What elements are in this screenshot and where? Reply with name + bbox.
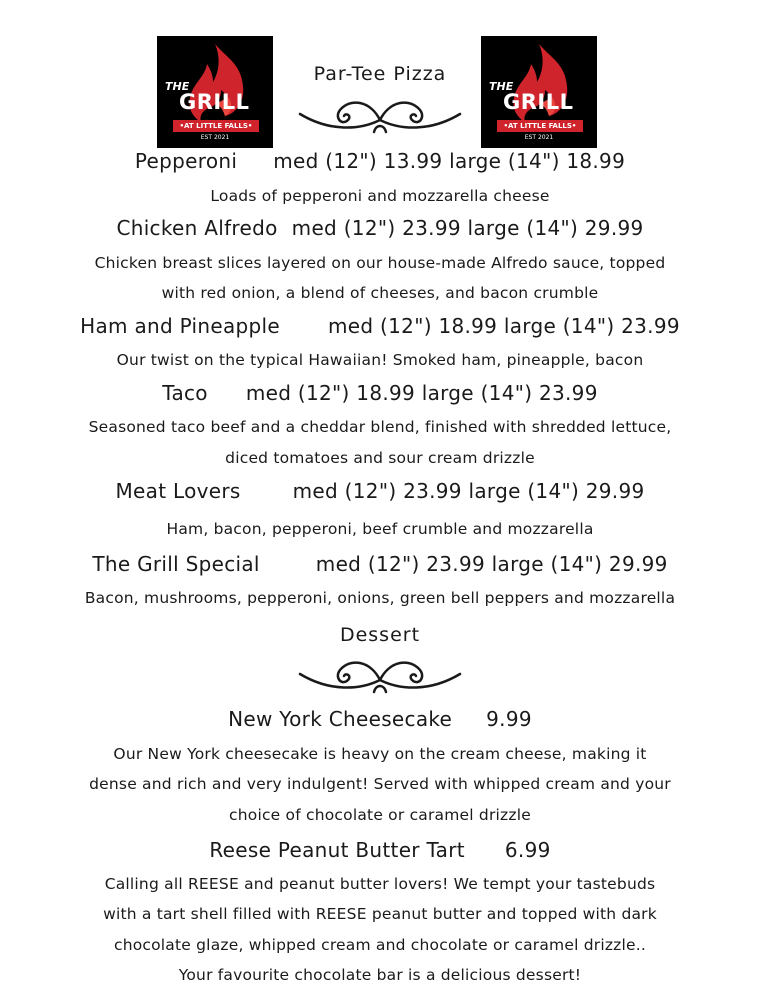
logo-grill: GRILL xyxy=(179,90,250,114)
logo-ribbon: •AT LITTLE FALLS• xyxy=(497,120,583,132)
item-description: Loads of pepperoni and mozzarella cheese xyxy=(210,187,550,205)
logo-the: THE xyxy=(165,80,190,93)
menu-item-ham-and-pineapple xyxy=(0,314,760,338)
dessert-section-title: Dessert xyxy=(339,624,421,646)
logo-est: EST 2021 xyxy=(524,134,554,141)
flourish-divider-icon xyxy=(290,650,470,696)
item-description: Our twist on the typical Hawaiian! Smoked ham, pineapple, bacon xyxy=(116,351,644,369)
menu-item-taco xyxy=(0,381,760,405)
item-description: Chicken breast slices layered on our house-made Alfredo sauce, topped xyxy=(94,254,666,272)
item-description: diced tomatoes and sour cream drizzle xyxy=(225,449,535,467)
item-description: Calling all REESE and peanut butter lovers! We tempt your tastebuds xyxy=(104,875,656,893)
menu-item-meat-lovers xyxy=(0,479,760,503)
item-name: The Grill Special xyxy=(92,552,260,576)
logo-ribbon: •AT LITTLE FALLS• xyxy=(173,120,259,132)
item-description: with red onion, a blend of cheeses, and bacon crumble xyxy=(161,284,599,302)
pizza-section-title: Par-Tee Pizza xyxy=(313,63,447,85)
item-name: Chicken Alfredo xyxy=(116,216,278,240)
logo-est: EST 2021 xyxy=(200,134,230,141)
item-description: chocolate glaze, whipped cream and chocolate or caramel drizzle.. xyxy=(113,936,647,954)
item-name: New York Cheesecake xyxy=(228,707,453,731)
item-description: Ham, bacon, pepperoni, beef crumble and mozzarella xyxy=(166,520,594,538)
item-description: with a tart shell filled with REESE peanut butter and topped with dark xyxy=(103,905,657,923)
item-description: Our New York cheesecake is heavy on the cream cheese, making it xyxy=(113,745,647,763)
item-description: Seasoned taco beef and a cheddar blend, finished with shredded lettuce, xyxy=(88,418,672,436)
item-prices: med (12") 18.99 large (14") 23.99 xyxy=(245,381,598,405)
item-description: Bacon, mushrooms, pepperoni, onions, green bell peppers and mozzarella xyxy=(84,589,676,607)
item-name: Reese Peanut Butter Tart xyxy=(209,838,465,862)
flourish-divider-icon xyxy=(290,90,470,136)
logo-the: THE xyxy=(489,80,514,93)
menu-item-the-grill-special xyxy=(0,552,760,576)
menu-item-chicken-alfredo xyxy=(0,216,760,240)
item-name: Ham and Pineapple xyxy=(80,314,280,338)
menu-item-new-york-cheesecake xyxy=(0,707,760,731)
item-prices: med (12") 23.99 large (14") 29.99 xyxy=(315,552,668,576)
item-price: 9.99 xyxy=(486,707,532,731)
item-name: Meat Lovers xyxy=(115,479,241,503)
logo-grill: GRILL xyxy=(503,90,574,114)
item-prices: med (12") 13.99 large (14") 18.99 xyxy=(273,149,626,173)
item-description: Your favourite chocolate bar is a delicious dessert! xyxy=(178,966,582,984)
menu-item-pepperoni xyxy=(0,149,760,173)
item-description: choice of chocolate or caramel drizzle xyxy=(229,806,531,824)
grill-logo-left xyxy=(157,36,273,148)
item-name: Pepperoni xyxy=(134,149,238,173)
item-price: 6.99 xyxy=(504,838,551,862)
menu-item-reese-peanut-butter-tart xyxy=(0,838,760,862)
item-description: dense and rich and very indulgent! Served with whipped cream and your xyxy=(89,775,671,793)
grill-logo-right xyxy=(481,36,597,148)
item-prices: med (12") 23.99 large (14") 29.99 xyxy=(292,479,645,503)
item-prices: med (12") 18.99 large (14") 23.99 xyxy=(328,314,680,338)
item-name: Taco xyxy=(162,381,208,405)
item-prices: med (12") 23.99 large (14") 29.99 xyxy=(291,216,644,240)
